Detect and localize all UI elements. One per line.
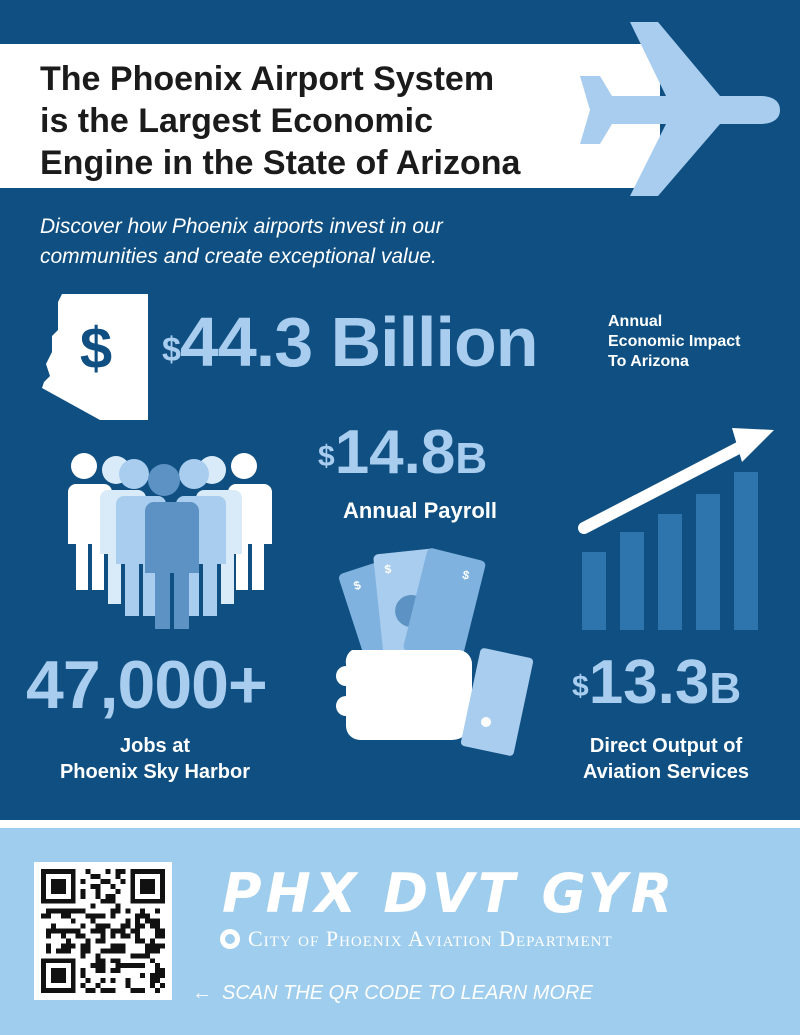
qr-module — [101, 938, 106, 943]
output-unit: B — [709, 664, 742, 713]
qr-module — [155, 924, 160, 929]
qr-module — [135, 953, 140, 958]
jobs-label — [20, 733, 290, 785]
jobs-amount: 47,000+ — [26, 647, 267, 723]
qr-module — [150, 943, 155, 948]
qr-module — [81, 973, 86, 978]
qr-module — [86, 948, 91, 953]
qr-module — [46, 929, 51, 934]
qr-module — [61, 948, 66, 953]
qr-module — [145, 948, 150, 953]
qr-module — [96, 889, 101, 894]
qr-module — [155, 963, 160, 968]
qr-module — [81, 933, 86, 938]
qr-module — [101, 914, 106, 919]
qr-module — [150, 958, 155, 963]
qr-module — [66, 929, 71, 934]
qr-module — [96, 929, 101, 934]
svg-text:$: $ — [460, 567, 471, 583]
qr-module — [76, 933, 81, 938]
qr-module — [91, 919, 96, 924]
output-value: 13.3 — [588, 648, 710, 717]
qr-module — [140, 938, 145, 943]
qr-module — [110, 958, 115, 963]
qr-module — [51, 909, 56, 914]
label-line: Phoenix Sky Harbor — [59, 761, 251, 783]
qr-module — [135, 933, 140, 938]
qr-module — [125, 978, 130, 983]
qr-module — [125, 983, 130, 988]
economic-impact-label — [608, 312, 778, 372]
qr-module — [101, 929, 106, 934]
currency-symbol: $ — [572, 670, 589, 703]
qr-module — [105, 948, 110, 953]
qr-module — [160, 943, 165, 948]
qr-module — [101, 879, 106, 884]
qr-module — [125, 963, 130, 968]
qr-module — [110, 968, 115, 973]
qr-module — [135, 919, 140, 924]
qr-module — [150, 919, 155, 924]
qr-module — [160, 983, 165, 988]
svg-text:$: $ — [383, 561, 393, 577]
qr-module — [115, 889, 120, 894]
qr-code-image — [41, 869, 165, 993]
qr-module — [150, 978, 155, 983]
qr-module — [91, 874, 96, 879]
qr-module — [115, 904, 120, 909]
qr-module — [140, 988, 145, 993]
qr-module — [115, 869, 120, 874]
qr-module — [66, 914, 71, 919]
qr-module — [120, 963, 125, 968]
label-line: Jobs at — [119, 735, 191, 757]
qr-module — [105, 924, 110, 929]
subtitle-line: Discover how Phoenix airports invest in our — [40, 215, 443, 238]
qr-module — [110, 948, 115, 953]
qr-module — [86, 914, 91, 919]
qr-module — [135, 924, 140, 929]
title-line: Engine in the State of Arizona — [40, 144, 521, 182]
qr-module — [81, 924, 86, 929]
svg-text:$: $ — [79, 316, 113, 381]
title-line: is the Largest Economic — [40, 102, 433, 140]
growth-chart-icon — [570, 420, 780, 630]
payroll-unit: B — [455, 434, 488, 483]
qr-module — [61, 909, 66, 914]
qr-module — [96, 874, 101, 879]
qr-module — [91, 929, 96, 934]
qr-module — [96, 884, 101, 889]
qr-module — [115, 909, 120, 914]
qr-module — [155, 968, 160, 973]
qr-module — [155, 929, 160, 934]
output-label — [556, 733, 776, 785]
qr-module — [96, 958, 101, 963]
qr-module — [140, 963, 145, 968]
qr-module — [61, 914, 66, 919]
qr-module — [61, 943, 66, 948]
qr-module — [91, 904, 96, 909]
department-name — [220, 925, 780, 953]
qr-module — [81, 894, 86, 899]
people-group-icon — [54, 440, 274, 640]
qr-module — [101, 899, 106, 904]
qr-module — [115, 874, 120, 879]
qr-module — [66, 938, 71, 943]
qr-module — [66, 948, 71, 953]
qr-module — [96, 983, 101, 988]
phx-dvt-gyr-logo: PHX DVT GYR — [222, 862, 677, 925]
qr-module — [91, 884, 96, 889]
title-line: The Phoenix Airport System — [40, 60, 495, 98]
qr-module — [71, 919, 76, 924]
qr-module — [91, 914, 96, 919]
qr-module — [96, 968, 101, 973]
qr-module — [155, 933, 160, 938]
qr-module — [101, 933, 106, 938]
qr-module — [130, 988, 135, 993]
qr-module — [105, 894, 110, 899]
qr-module — [71, 943, 76, 948]
qr-module — [101, 958, 106, 963]
qr-module — [155, 948, 160, 953]
subtitle-line: communities and create exceptional value. — [40, 245, 437, 268]
qr-module — [96, 924, 101, 929]
qr-module — [155, 909, 160, 914]
qr-module — [91, 963, 96, 968]
qr-module — [130, 953, 135, 958]
qr-module — [66, 909, 71, 914]
qr-module — [46, 933, 51, 938]
qr-module — [51, 968, 66, 983]
qr-module — [101, 963, 106, 968]
scan-text: SCAN THE QR CODE TO LEARN MORE — [222, 982, 593, 1004]
qr-module — [96, 894, 101, 899]
qr-module — [120, 933, 125, 938]
qr-module — [46, 943, 51, 948]
qr-module — [51, 929, 56, 934]
qr-module — [96, 914, 101, 919]
qr-module — [125, 924, 130, 929]
airplane-icon — [572, 18, 782, 198]
qr-module — [120, 869, 125, 874]
page-title — [40, 58, 600, 184]
qr-module — [150, 983, 155, 988]
qr-module — [130, 963, 135, 968]
qr-module — [110, 909, 115, 914]
qr-module — [115, 929, 120, 934]
qr-module — [130, 929, 135, 934]
qr-module — [71, 909, 76, 914]
qr-module — [120, 948, 125, 953]
qr-module — [105, 899, 110, 904]
scan-instruction — [192, 980, 772, 1006]
qr-module — [140, 914, 145, 919]
qr-module — [160, 968, 165, 973]
qr-module — [115, 963, 120, 968]
qr-module — [140, 909, 145, 914]
qr-module — [155, 919, 160, 924]
qr-module — [150, 924, 155, 929]
economic-impact-value: 44.3 Billion — [179, 303, 538, 381]
qr-module — [150, 948, 155, 953]
qr-module — [115, 943, 120, 948]
qr-module — [110, 899, 115, 904]
qr-module — [160, 933, 165, 938]
qr-module — [140, 879, 155, 894]
money-hand-icon — [330, 540, 540, 760]
qr-module — [120, 943, 125, 948]
qr-module — [101, 968, 106, 973]
qr-module — [56, 929, 61, 934]
department-text: City of Phoenix Aviation Department — [248, 926, 613, 951]
qr-module — [150, 938, 155, 943]
label-line: Aviation Services — [582, 761, 749, 783]
qr-module — [125, 919, 130, 924]
qr-module — [105, 988, 110, 993]
qr-module — [145, 914, 150, 919]
qr-module — [110, 978, 115, 983]
qr-module — [61, 929, 66, 934]
qr-module — [86, 869, 91, 874]
qr-module — [125, 933, 130, 938]
qr-module — [155, 943, 160, 948]
qr-module — [66, 943, 71, 948]
qr-module — [81, 983, 86, 988]
qr-module — [96, 938, 101, 943]
qr-module — [56, 909, 61, 914]
qr-module — [96, 953, 101, 958]
qr-module — [105, 869, 110, 874]
qr-module — [135, 929, 140, 934]
qr-module — [86, 943, 91, 948]
qr-module — [115, 968, 120, 973]
qr-module — [81, 953, 86, 958]
qr-module — [51, 879, 66, 894]
qr-module — [46, 914, 51, 919]
subtitle — [40, 212, 600, 272]
arizona-dollar-icon — [40, 292, 150, 422]
label-line: Economic Impact — [608, 333, 741, 350]
qr-module — [110, 933, 115, 938]
qr-module — [110, 943, 115, 948]
qr-module — [160, 973, 165, 978]
payroll-amount — [318, 415, 487, 497]
label-line: Annual — [608, 313, 663, 330]
qr-module — [140, 973, 145, 978]
qr-module — [155, 978, 160, 983]
qr-module — [140, 924, 145, 929]
qr-module — [86, 938, 91, 943]
qr-module — [101, 988, 106, 993]
qr-module — [51, 924, 56, 929]
output-amount — [572, 645, 741, 727]
label-line: To Arizona — [608, 353, 689, 370]
qr-module — [81, 948, 86, 953]
qr-module — [101, 948, 106, 953]
qr-module — [120, 879, 125, 884]
economic-impact-amount — [162, 298, 537, 386]
qr-module — [81, 943, 86, 948]
qr-module — [145, 953, 150, 958]
label-line: Direct Output of — [589, 735, 743, 757]
qr-module — [150, 973, 155, 978]
qr-module — [81, 879, 86, 884]
qr-module — [56, 948, 61, 953]
qr-module — [96, 963, 101, 968]
qr-module — [140, 953, 145, 958]
qr-module — [76, 929, 81, 934]
qr-module — [110, 914, 115, 919]
qr-module — [145, 919, 150, 924]
qr-module — [46, 909, 51, 914]
qr-module — [115, 958, 120, 963]
qr-module — [71, 929, 76, 934]
qr-module — [86, 978, 91, 983]
qr-module — [110, 988, 115, 993]
qr-module — [101, 924, 106, 929]
qr-module — [46, 948, 51, 953]
qr-module — [101, 978, 106, 983]
qr-module — [120, 929, 125, 934]
qr-module — [120, 924, 125, 929]
qr-module — [110, 894, 115, 899]
divider — [0, 820, 800, 828]
qr-module — [76, 909, 81, 914]
qr-module — [61, 933, 66, 938]
city-seal-icon — [220, 929, 240, 949]
currency-symbol: $ — [318, 440, 335, 473]
qr-module — [81, 889, 86, 894]
currency-symbol: $ — [162, 331, 180, 369]
qr-module — [155, 988, 160, 993]
qr-module — [81, 968, 86, 973]
qr-module — [91, 988, 96, 993]
arrow-left-icon: ← — [192, 982, 212, 1004]
qr-module — [125, 909, 130, 914]
qr-module — [110, 929, 115, 934]
svg-text:$: $ — [351, 577, 363, 594]
qr-module — [115, 948, 120, 953]
qr-module — [110, 884, 115, 889]
qr-module — [135, 988, 140, 993]
qr-module — [135, 963, 140, 968]
qr-code[interactable] — [34, 862, 172, 1000]
qr-module — [86, 988, 91, 993]
qr-module — [145, 943, 150, 948]
qr-module — [105, 879, 110, 884]
qr-module — [41, 914, 46, 919]
qr-module — [135, 938, 140, 943]
qr-module — [135, 914, 140, 919]
payroll-label: Annual Payroll — [342, 498, 498, 523]
payroll-value: 14.8 — [334, 418, 456, 487]
qr-module — [155, 973, 160, 978]
qr-module — [81, 909, 86, 914]
qr-module — [160, 929, 165, 934]
